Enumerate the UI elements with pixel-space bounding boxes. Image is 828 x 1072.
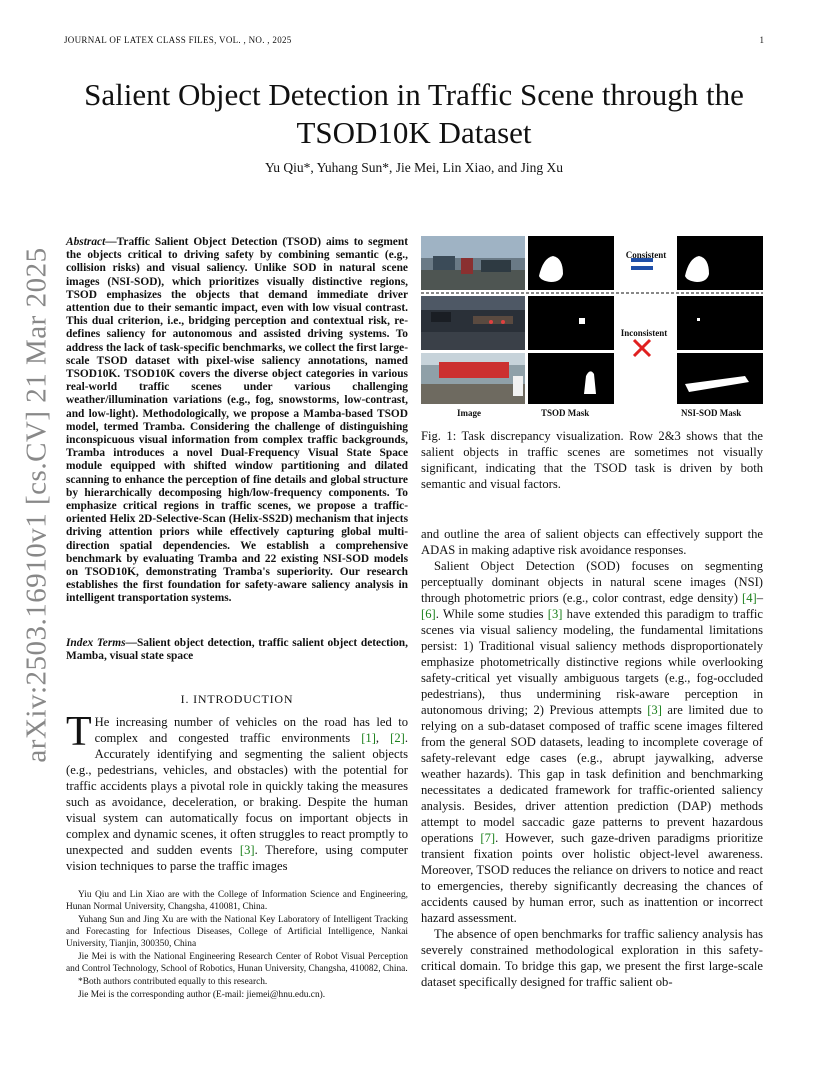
citation-link[interactable]: [6]	[421, 607, 436, 621]
index-terms-label: Index Terms	[66, 637, 126, 649]
intro-text: . Accurately identifying and segmenting the salient objects (e.g., pedestrians, vehicles, and obstacles) with the potential for traffic accidents plays a pivotal role in quickly taking the measures such as avoidance, deceleration, or braking. Despite the human visual system can automatically focus on important objects in complex and dynamic scenes, it often struggles to react promptly to unexpected and sudden events	[66, 731, 409, 857]
arxiv-stamp-text: arXiv:2503.16910v1 [cs.CV] 21 Mar 2025	[20, 247, 53, 763]
paragraph: The absence of open benchmarks for traffic saliency analysis has severely constrained methodological exploration in this safety-critical domain. To bridge this gap, we present the first large-scale dataset specifically designed for traffic salient ob-	[421, 927, 763, 989]
fig-row-3	[421, 353, 763, 404]
paragraph-text: Salient Object Detection (SOD) focuses on segmenting perceptually dominant objects in natural scene images (NSI) through photometric priors (e.g., color contrast, edge density)	[421, 559, 763, 605]
footnote: Jie Mei is the corresponding author (E-mail: jiemei@hnu.edu.cn).	[78, 990, 326, 1000]
paragraph-text: are limited due to relying on a sub-dataset composed of traffic scene images filtered from the general SOD datasets, leading to incomplete coverage of safety-relevant edge cases (e.g., abrupt jaywalking, adverse weather hazards). This gap in task definition and benchmarking necessitates a dedicated framework for traffic-oriented saliency analysis. Besides, driver attention prediction (DAP) methods attempt to model saccadic gaze patterns to prevent hazardous operations	[421, 703, 763, 845]
intro-paragraph	[66, 709, 409, 874]
consistent-label: Consistent	[625, 250, 667, 260]
figure-1-grid	[421, 236, 763, 404]
citation-link[interactable]: [1]	[361, 731, 376, 745]
citation-link[interactable]: [7]	[480, 831, 496, 845]
paragraph-text: . However, such gaze-driven paradigms prioritize transient fixation points over holistic object-level awareness. Moreover, TSOD reduces the reliance on drivers to notice and react to emergencies, thereby significantly decreasing the chances of accidents caused by human error, such as inattention or incorrect hazard assessment.	[421, 831, 763, 925]
arxiv-stamp	[16, 247, 58, 763]
page-number: 1	[759, 35, 764, 45]
figure-caption: Fig. 1: Task discrepancy visualization. Row 2&3 shows that the salient objects in traffic scenes are sometimes not visually significant, indicating that the TSOD task is driven by both semantic and visual factors.	[421, 429, 763, 491]
section-heading: I. INTRODUCTION	[180, 692, 294, 706]
footnote: Jie Mei is with the National Engineering Research Center of Robot Visual Perception and Control Technology, School of Robotics, Hunan University, Changsha, 410082, China.	[66, 952, 408, 974]
author-list: Yu Qiu*, Yuhang Sun*, Jie Mei, Lin Xiao, and Jing Xu	[265, 160, 563, 175]
inconsistent-cross-icon	[634, 340, 650, 356]
citation-link[interactable]: [2]	[390, 731, 405, 745]
footnote: *Both authors contributed equally to this research.	[78, 977, 268, 987]
column-label-image: Image	[457, 408, 481, 418]
index-terms	[66, 637, 408, 663]
drop-cap: T	[66, 709, 92, 755]
paragraph-text: –	[756, 591, 763, 605]
citation-link[interactable]: [4]	[742, 591, 757, 605]
citation-link[interactable]: [3]	[547, 607, 563, 621]
intro-text: He increasing number of vehicles on the road has led to complex and congested traffic environments	[94, 715, 408, 745]
inconsistent-label: Inconsistent	[620, 328, 668, 338]
column-label-nsi: NSI-SOD Mask	[681, 408, 742, 418]
footnote: Yuhang Sun and Jing Xu are with the National Key Laboratory of Intelligent Tracking and Forecasting for Infectious Diseases, College of Artificial Intelligence, Nankai University, Tianjin, 300350, China	[66, 915, 408, 949]
abstract	[66, 236, 408, 606]
intro-text: ,	[375, 731, 391, 745]
paragraph-text: . While some studies	[435, 607, 548, 621]
fig-row-1	[421, 236, 763, 290]
footnotes	[66, 889, 408, 1002]
right-column-body	[421, 526, 763, 990]
abstract-text: —Traffic Salient Object Detection (TSOD) aims to segment the objects critical to driving safety by combining semantic (e.g., collision risks) and visual saliency. Unlike SOD in natural scene images (NSI-SOD), which prioritizes visually distinctive regions, TSOD emphasizes the objects that demand immediate driver attention due to their semantic impact, even with low visual contrast. This dual criterion, i.e., bridging perception and contextual risk, re-defines saliency for autonomous and assisted driving systems. To address the lack of task-specific benchmarks, we collect the first large-scale TSOD dataset with pixel-wise saliency annotations, named TSOD10K. TSOD10K covers the diverse object categories in various real-world traffic scenes under various challenging weather/illumination variations (e.g., fog, snowstorms, low-contrast, and low-light). Methodologically, we propose a Mamba-based TSOD model, termed Tramba. Considering the challenge of distinguishing inconspicuous visual information from complex traffic backgrounds, Tramba introduces a novel Dual-Frequency Visual State Space module equipped with shifted window partitioning and dilated scanning to enhance the perception of fine details and global structure by hierarchically decomposing high/low-frequency components. To emphasize critical regions in traffic scenes, we propose a traffic-oriented Helix 2D-Selective-Scan (Helix-SS2D) mechanism that injects driving attention priors while effectively capturing global multi-direction spatial dependencies. We establish a comprehensive benchmark by evaluating Tramba and 22 existing NSI-SOD models on TSOD10K, demonstrating Tramba's superiority. Our research establishes the first foundation for safety-aware saliency analysis in intelligent transportation systems.	[66, 236, 408, 605]
nsi-mask-3	[677, 353, 763, 404]
journal-header: JOURNAL OF LATEX CLASS FILES, VOL. , NO. , 2025	[64, 35, 292, 45]
paragraph-text: have extended this paradigm to traffic scenes via visual saliency modeling, the fundamental limitations persist: 1) Traditional visual saliency methods disproportionately emphasize photometrically distinctive regions while overlooking safety-critical yet visually ambiguous targets (e.g., fog-occluded pedestrians), thus undermining risk-aware perception in autonomous driving; 2) Previous attempts	[421, 607, 763, 717]
nsi-mask-2	[677, 296, 763, 350]
paragraph	[421, 558, 763, 926]
citation-link[interactable]: [3]	[647, 703, 662, 717]
tsod-mask-3	[528, 353, 614, 404]
paragraph: and outline the area of salient objects can effectively support the ADAS in making adaptive risk avoidance responses.	[421, 527, 763, 557]
tsod-mask-2	[528, 296, 614, 350]
figure-1	[421, 236, 763, 422]
intro-text: . Therefore, using computer vision techniques to parse the traffic images	[66, 843, 408, 873]
column-label-tsod: TSOD Mask	[541, 408, 590, 418]
citation-link[interactable]: [3]	[239, 843, 255, 857]
index-terms-text: —Salient object detection, traffic salient object detection, Mamba, visual state space	[66, 637, 408, 663]
fig-row-2	[421, 296, 763, 350]
paper-title: Salient Object Detection in Traffic Scene through the TSOD10K Dataset	[84, 77, 744, 150]
abstract-label: Abstract	[66, 236, 106, 248]
footnote: Yiu Qiu and Lin Xiao are with the College of Information Science and Engineering, Hunan Normal University, Changsha, 410081, China.	[66, 890, 408, 912]
tsod-mask-1	[528, 236, 614, 290]
